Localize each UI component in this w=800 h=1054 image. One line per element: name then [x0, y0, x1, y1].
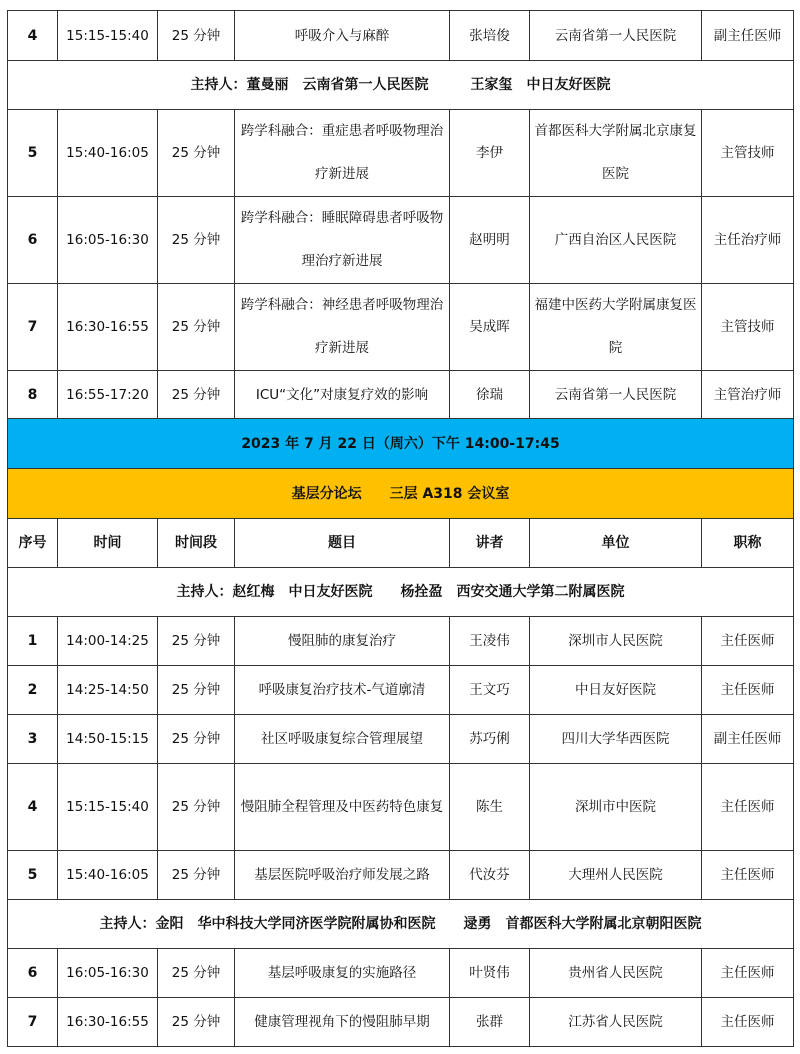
header-speaker: 讲者: [450, 519, 530, 568]
cell-no: 3: [8, 715, 58, 764]
table-row: [8, 284, 794, 371]
cell-duration: 25 分钟: [158, 617, 235, 666]
cell-time: 15:40-16:05: [58, 851, 158, 900]
cell-speaker: 陈生: [450, 764, 530, 851]
cell-title: 主管技师: [702, 110, 794, 197]
cell-topic: 社区呼吸康复综合管理展望: [235, 715, 450, 764]
host-line: 主持人：金阳 华中科技大学同济医学院附属协和医院 逯勇 首都医科大学附属北京朝阳医院: [8, 900, 794, 949]
cell-org: 四川大学华西医院: [530, 715, 702, 764]
cell-org: 深圳市人民医院: [530, 617, 702, 666]
cell-time: 14:25-14:50: [58, 666, 158, 715]
cell-title: 主任医师: [702, 617, 794, 666]
cell-org: 广西自治区人民医院: [530, 197, 702, 284]
cell-title: 主管技师: [702, 284, 794, 371]
cell-title: 副主任医师: [702, 715, 794, 764]
cell-speaker: 张群: [450, 998, 530, 1047]
cell-no: 4: [8, 11, 58, 61]
cell-topic: 跨学科融合：睡眠障碍患者呼吸物理治疗新进展: [235, 197, 450, 284]
cell-topic: 跨学科融合：重症患者呼吸物理治疗新进展: [235, 110, 450, 197]
cell-speaker: 赵明明: [450, 197, 530, 284]
cell-time: 15:15-15:40: [58, 11, 158, 61]
table-row: [8, 715, 794, 764]
cell-duration: 25 分钟: [158, 764, 235, 851]
cell-no: 4: [8, 764, 58, 851]
cell-no: 7: [8, 998, 58, 1047]
cell-org: 云南省第一人民医院: [530, 371, 702, 419]
cell-no: 7: [8, 284, 58, 371]
table-row: [8, 666, 794, 715]
cell-title: 主任医师: [702, 666, 794, 715]
table-row: [8, 110, 794, 197]
host-line: 主持人：赵红梅 中日友好医院 杨拴盈 西安交通大学第二附属医院: [8, 568, 794, 617]
table-row: [8, 197, 794, 284]
cell-topic: 基层医院呼吸治疗师发展之路: [235, 851, 450, 900]
cell-speaker: 王凌伟: [450, 617, 530, 666]
cell-duration: 25 分钟: [158, 851, 235, 900]
cell-title: 主任医师: [702, 851, 794, 900]
cell-topic: 慢阻肺的康复治疗: [235, 617, 450, 666]
host-row: [8, 568, 794, 617]
cell-time: 14:50-15:15: [58, 715, 158, 764]
cell-duration: 25 分钟: [158, 284, 235, 371]
cell-no: 5: [8, 851, 58, 900]
header-topic: 题目: [235, 519, 450, 568]
host-row: [8, 900, 794, 949]
cell-speaker: 张培俊: [450, 11, 530, 61]
host-row: [8, 61, 794, 110]
cell-org: 江苏省人民医院: [530, 998, 702, 1047]
cell-time: 14:00-14:25: [58, 617, 158, 666]
cell-title: 副主任医师: [702, 11, 794, 61]
cell-title: 主任医师: [702, 998, 794, 1047]
cell-org: 深圳市中医院: [530, 764, 702, 851]
cell-speaker: 吴成晖: [450, 284, 530, 371]
table-row: [8, 998, 794, 1047]
cell-no: 6: [8, 949, 58, 998]
cell-org: 中日友好医院: [530, 666, 702, 715]
cell-duration: 25 分钟: [158, 371, 235, 419]
header-time: 时间: [58, 519, 158, 568]
cell-title: 主管治疗师: [702, 371, 794, 419]
header-title: 职称: [702, 519, 794, 568]
header-no: 序号: [8, 519, 58, 568]
cell-topic: 呼吸介入与麻醉: [235, 11, 450, 61]
cell-time: 16:30-16:55: [58, 998, 158, 1047]
cell-topic: 基层呼吸康复的实施路径: [235, 949, 450, 998]
cell-speaker: 李伊: [450, 110, 530, 197]
table-row: [8, 11, 794, 61]
cell-org: 福建中医药大学附属康复医院: [530, 284, 702, 371]
schedule-table: [7, 10, 794, 1047]
cell-time: 16:05-16:30: [58, 197, 158, 284]
cell-org: 贵州省人民医院: [530, 949, 702, 998]
cell-title: 主任医师: [702, 949, 794, 998]
cell-no: 6: [8, 197, 58, 284]
table-row: [8, 617, 794, 666]
cell-no: 8: [8, 371, 58, 419]
table-row: [8, 764, 794, 851]
cell-org: 大理州人民医院: [530, 851, 702, 900]
cell-speaker: 王文巧: [450, 666, 530, 715]
host-line: 主持人：董曼丽 云南省第一人民医院 王家玺 中日友好医院: [8, 61, 794, 110]
cell-no: 5: [8, 110, 58, 197]
forum-band: [8, 469, 794, 519]
cell-duration: 25 分钟: [158, 998, 235, 1047]
date-band: [8, 419, 794, 469]
forum-band-text: 基层分论坛 三层 A318 会议室: [8, 469, 794, 519]
cell-org: 云南省第一人民医院: [530, 11, 702, 61]
cell-no: 2: [8, 666, 58, 715]
cell-time: 16:55-17:20: [58, 371, 158, 419]
cell-duration: 25 分钟: [158, 715, 235, 764]
cell-topic: 慢阻肺全程管理及中医药特色康复: [235, 764, 450, 851]
cell-org: 首都医科大学附属北京康复医院: [530, 110, 702, 197]
cell-speaker: 代汝芬: [450, 851, 530, 900]
table-row: [8, 949, 794, 998]
cell-duration: 25 分钟: [158, 949, 235, 998]
table-row: [8, 371, 794, 419]
cell-no: 1: [8, 617, 58, 666]
cell-topic: ICU“文化”对康复疗效的影响: [235, 371, 450, 419]
cell-speaker: 苏巧俐: [450, 715, 530, 764]
cell-duration: 25 分钟: [158, 666, 235, 715]
header-duration: 时间段: [158, 519, 235, 568]
table-row: [8, 851, 794, 900]
cell-duration: 25 分钟: [158, 197, 235, 284]
cell-time: 15:15-15:40: [58, 764, 158, 851]
cell-speaker: 叶贤伟: [450, 949, 530, 998]
cell-topic: 呼吸康复治疗技术-气道廓清: [235, 666, 450, 715]
cell-time: 16:05-16:30: [58, 949, 158, 998]
date-band-text: 2023 年 7 月 22 日（周六）下午 14:00-17:45: [8, 419, 794, 469]
cell-title: 主任医师: [702, 764, 794, 851]
cell-title: 主任治疗师: [702, 197, 794, 284]
cell-duration: 25 分钟: [158, 110, 235, 197]
cell-speaker: 徐瑞: [450, 371, 530, 419]
cell-topic: 健康管理视角下的慢阻肺早期: [235, 998, 450, 1047]
cell-duration: 25 分钟: [158, 11, 235, 61]
header-row: [8, 519, 794, 568]
cell-topic: 跨学科融合：神经患者呼吸物理治疗新进展: [235, 284, 450, 371]
cell-time: 16:30-16:55: [58, 284, 158, 371]
header-org: 单位: [530, 519, 702, 568]
cell-time: 15:40-16:05: [58, 110, 158, 197]
